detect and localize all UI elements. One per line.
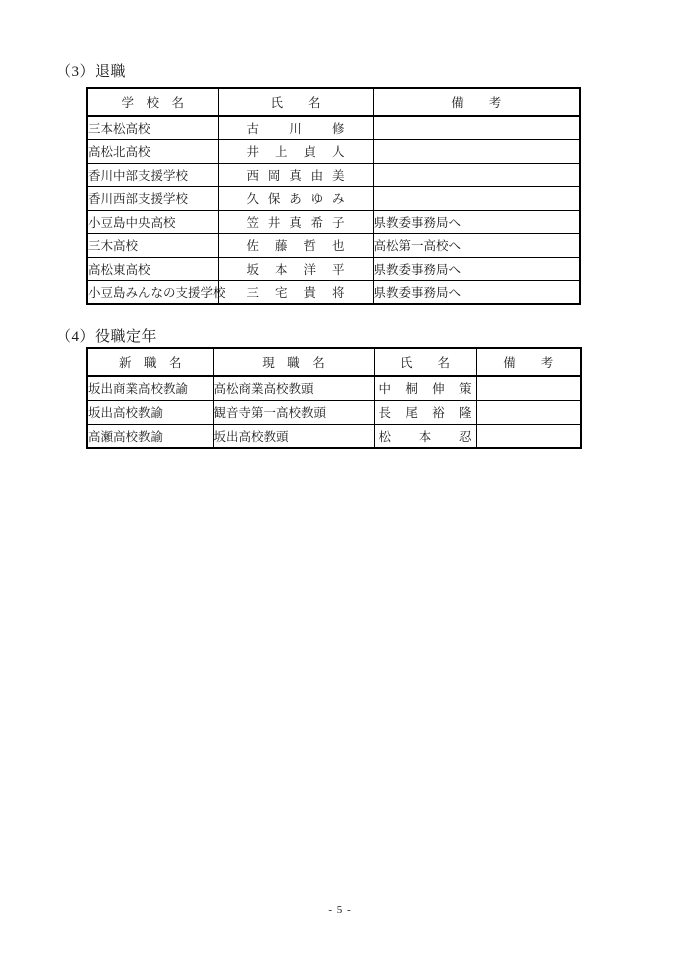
person-name: 佐 藤 哲 也 — [246, 239, 345, 254]
name-cell — [218, 163, 373, 187]
note-cell — [373, 140, 580, 164]
name-cell — [218, 281, 373, 305]
new-post-cell: 坂出商業高校教諭 — [87, 376, 213, 400]
section-role-retirement-title: （4）役職定年 — [56, 329, 158, 345]
person-name: 長 尾 裕 隆 — [378, 406, 472, 420]
note-cell — [373, 163, 580, 187]
table-row — [87, 140, 580, 164]
name-cell — [374, 376, 476, 400]
table-row — [87, 187, 580, 211]
table-row — [87, 400, 581, 424]
name-cell — [218, 210, 373, 234]
school-cell: 三木高校 — [87, 234, 218, 258]
column-header-name: 氏 名 — [374, 348, 476, 376]
person-name: 西 岡 真 由 美 — [246, 168, 345, 183]
person-name: 坂 本 洋 平 — [246, 262, 345, 277]
note-cell — [476, 424, 581, 448]
note-cell — [476, 376, 581, 400]
column-header-current-post: 現 職 名 — [213, 348, 374, 376]
school-cell: 高松北高校 — [87, 140, 218, 164]
current-post-cell: 高松商業高校教頭 — [213, 376, 374, 400]
table-row — [87, 234, 580, 258]
school-cell: 香川西部支援学校 — [87, 187, 218, 211]
note-cell — [476, 400, 581, 424]
note-cell: 県教委事務局へ — [373, 210, 580, 234]
table-row — [87, 257, 580, 281]
table-row — [87, 281, 580, 305]
note-cell — [373, 187, 580, 211]
new-post-cell: 坂出高校教諭 — [87, 400, 213, 424]
table-row — [87, 376, 581, 400]
person-name: 笠 井 真 希 子 — [246, 215, 345, 230]
retirement-table — [86, 87, 581, 305]
school-cell: 高松東高校 — [87, 257, 218, 281]
table-row — [87, 210, 580, 234]
current-post-cell: 坂出高校教頭 — [213, 424, 374, 448]
column-header-note: 備 考 — [373, 88, 580, 116]
new-post-cell: 高瀬高校教諭 — [87, 424, 213, 448]
school-cell: 小豆島中央高校 — [87, 210, 218, 234]
section-retirement-title: （3）退職 — [56, 64, 127, 80]
table-row — [87, 163, 580, 187]
name-cell — [218, 234, 373, 258]
role-retirement-table — [86, 347, 582, 449]
column-header-note: 備 考 — [476, 348, 581, 376]
table-header-row — [87, 348, 581, 376]
note-cell: 県教委事務局へ — [373, 281, 580, 305]
person-name: 三 宅 貴 将 — [246, 286, 345, 300]
column-header-name: 氏 名 — [218, 88, 373, 116]
name-cell — [218, 257, 373, 281]
name-cell — [218, 187, 373, 211]
column-header-school: 学 校 名 — [87, 88, 218, 116]
name-cell — [374, 400, 476, 424]
note-cell: 県教委事務局へ — [373, 257, 580, 281]
table-row — [87, 424, 581, 448]
current-post-cell: 観音寺第一高校教頭 — [213, 400, 374, 424]
note-cell — [373, 116, 580, 140]
note-cell: 高松第一高校へ — [373, 234, 580, 258]
column-header-new-post: 新 職 名 — [87, 348, 213, 376]
name-cell — [218, 116, 373, 140]
page-number: - 5 - — [328, 904, 352, 916]
school-cell: 小豆島みんなの支援学校 — [87, 281, 218, 305]
school-cell: 三本松高校 — [87, 116, 218, 140]
person-name: 中 桐 伸 策 — [378, 382, 472, 397]
person-name: 古 川 修 — [246, 122, 345, 136]
table-row — [87, 116, 580, 140]
table-header-row — [87, 88, 580, 116]
person-name: 松 本 忍 — [378, 429, 472, 444]
name-cell — [374, 424, 476, 448]
person-name: 井 上 貞 人 — [246, 145, 345, 160]
person-name: 久 保 あ ゆ み — [246, 192, 345, 207]
name-cell — [218, 140, 373, 164]
school-cell: 香川中部支援学校 — [87, 163, 218, 187]
